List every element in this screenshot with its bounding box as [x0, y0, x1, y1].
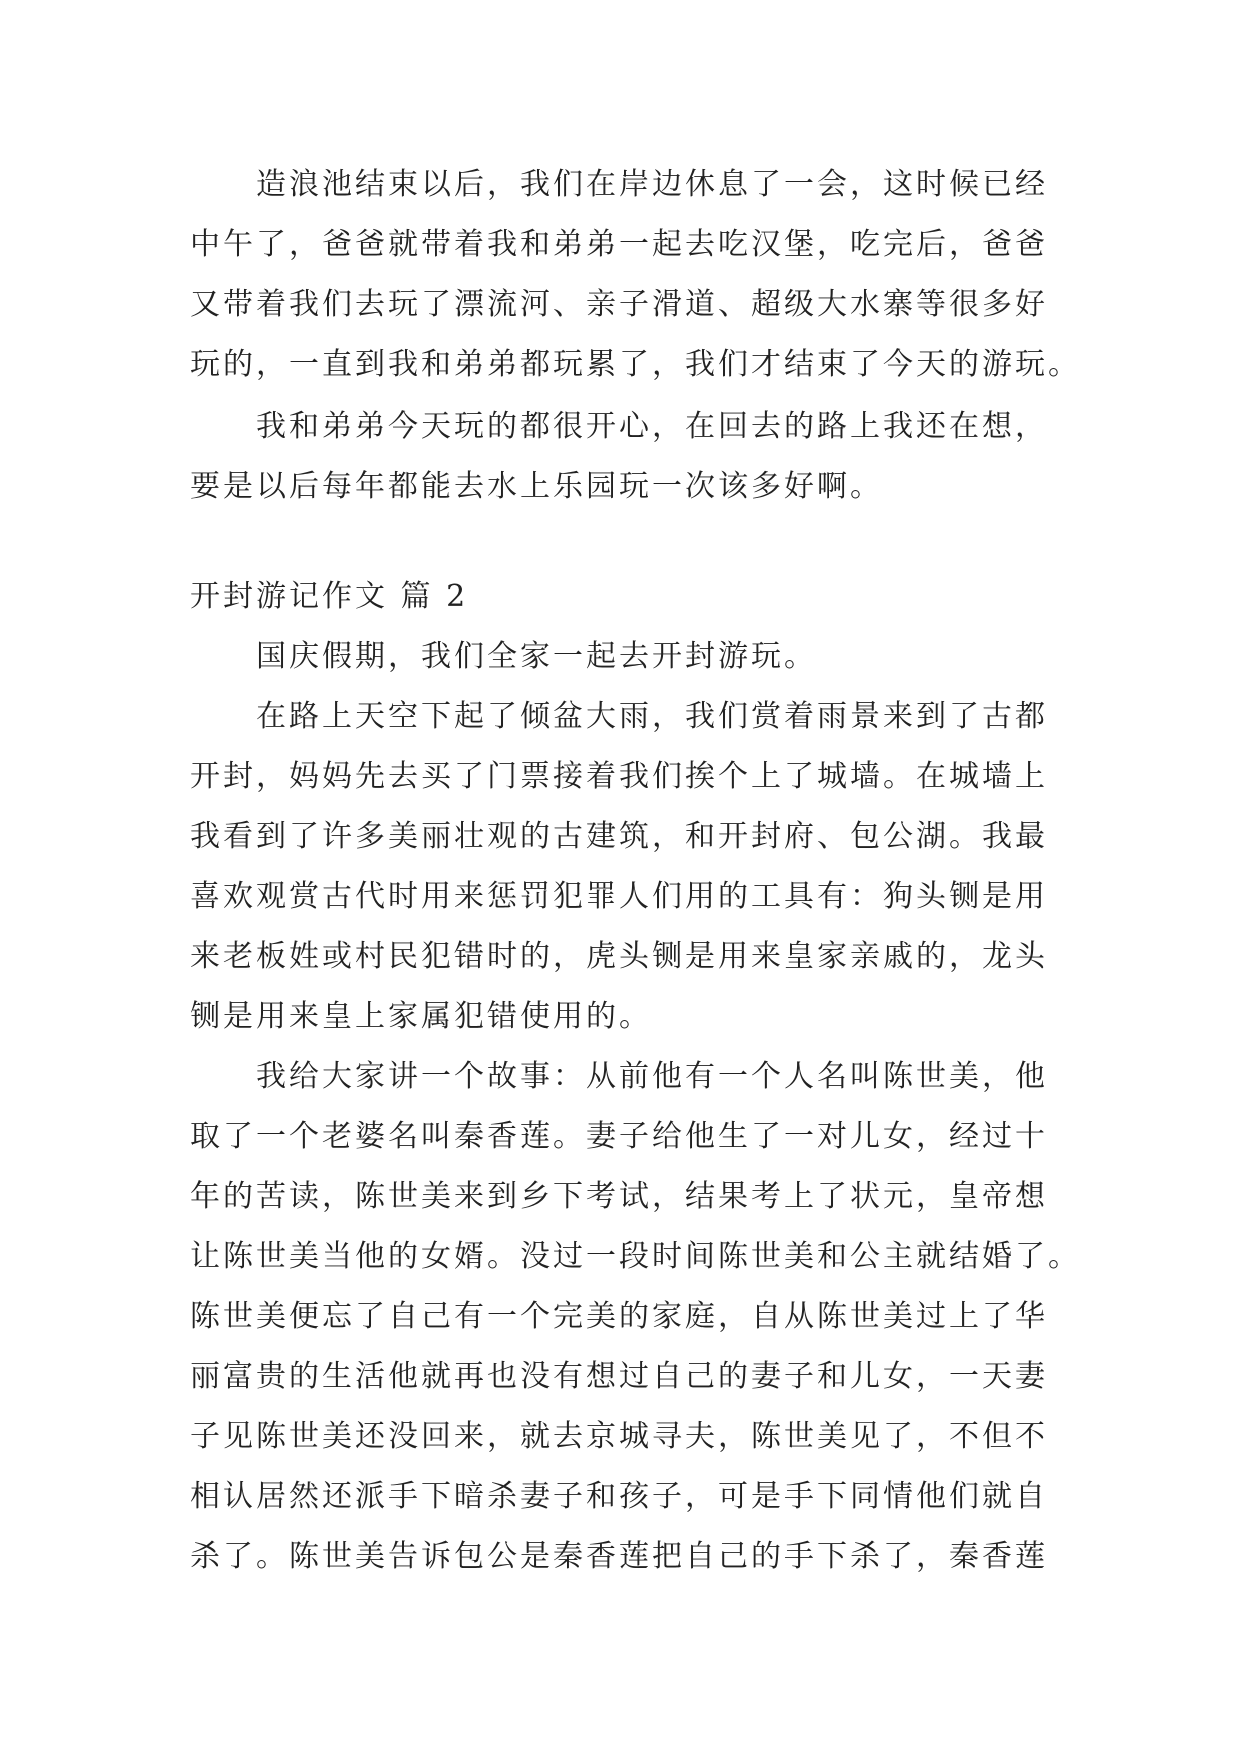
- paragraph-2: [190, 397, 1050, 517]
- text-line: 取了一个老婆名叫秦香莲。妻子给他生了一对儿女，经过十: [190, 1119, 1048, 1154]
- paragraph-4: [190, 687, 1050, 1047]
- text-line: 杀了。陈世美告诉包公是秦香莲把自己的手下杀了，秦香莲: [190, 1539, 1048, 1574]
- text-line: 让陈世美当他的女婿。没过一段时间陈世美和公主就结婚了。: [190, 1239, 1081, 1274]
- text-line: 要是以后每年都能去水上乐园玩一次该多好啊。: [190, 469, 883, 504]
- text-line: 子见陈世美还没回来，就去京城寻夫，陈世美见了，不但不: [190, 1419, 1048, 1454]
- text-line: 我看到了许多美丽壮观的古建筑，和开封府、包公湖。我最: [190, 819, 1048, 854]
- text-line: 铡是用来皇上家属犯错使用的。: [190, 999, 652, 1034]
- paragraph-1: [190, 155, 1081, 395]
- paragraph-5: [190, 1047, 1081, 1587]
- section-heading: 开封游记作文 篇 2: [190, 579, 469, 614]
- text-line: 中午了，爸爸就带着我和弟弟一起去吃汉堡，吃完后，爸爸: [190, 227, 1048, 262]
- text-line: 国庆假期，我们全家一起去开封游玩。: [256, 639, 817, 674]
- text-line: 丽富贵的生活他就再也没有想过自己的妻子和儿女，一天妻: [190, 1359, 1048, 1394]
- text-line: 又带着我们去玩了漂流河、亲子滑道、超级大水寨等很多好: [190, 287, 1048, 322]
- text-line: 玩的，一直到我和弟弟都玩累了，我们才结束了今天的游玩。: [190, 347, 1081, 382]
- text-line: 开封，妈妈先去买了门票接着我们挨个上了城墙。在城墙上: [190, 759, 1048, 794]
- text-line: 造浪池结束以后，我们在岸边休息了一会，这时候已经: [256, 167, 1048, 202]
- text-line: 陈世美便忘了自己有一个完美的家庭，自从陈世美过上了华: [190, 1299, 1048, 1334]
- text-line: 相认居然还派手下暗杀妻子和孩子，可是手下同情他们就自: [190, 1479, 1048, 1514]
- text-line: 喜欢观赏古代时用来惩罚犯罪人们用的工具有：狗头铡是用: [190, 879, 1048, 914]
- text-line: 在路上天空下起了倾盆大雨，我们赏着雨景来到了古都: [256, 699, 1048, 734]
- text-line: 我给大家讲一个故事：从前他有一个人名叫陈世美，他: [256, 1059, 1048, 1094]
- paragraph-3: [190, 627, 1050, 687]
- text-line: 来老板姓或村民犯错时的，虎头铡是用来皇家亲戚的，龙头: [190, 939, 1048, 974]
- text-line: 年的苦读，陈世美来到乡下考试，结果考上了状元，皇帝想: [190, 1179, 1048, 1214]
- text-line: 我和弟弟今天玩的都很开心，在回去的路上我还在想，: [256, 409, 1048, 444]
